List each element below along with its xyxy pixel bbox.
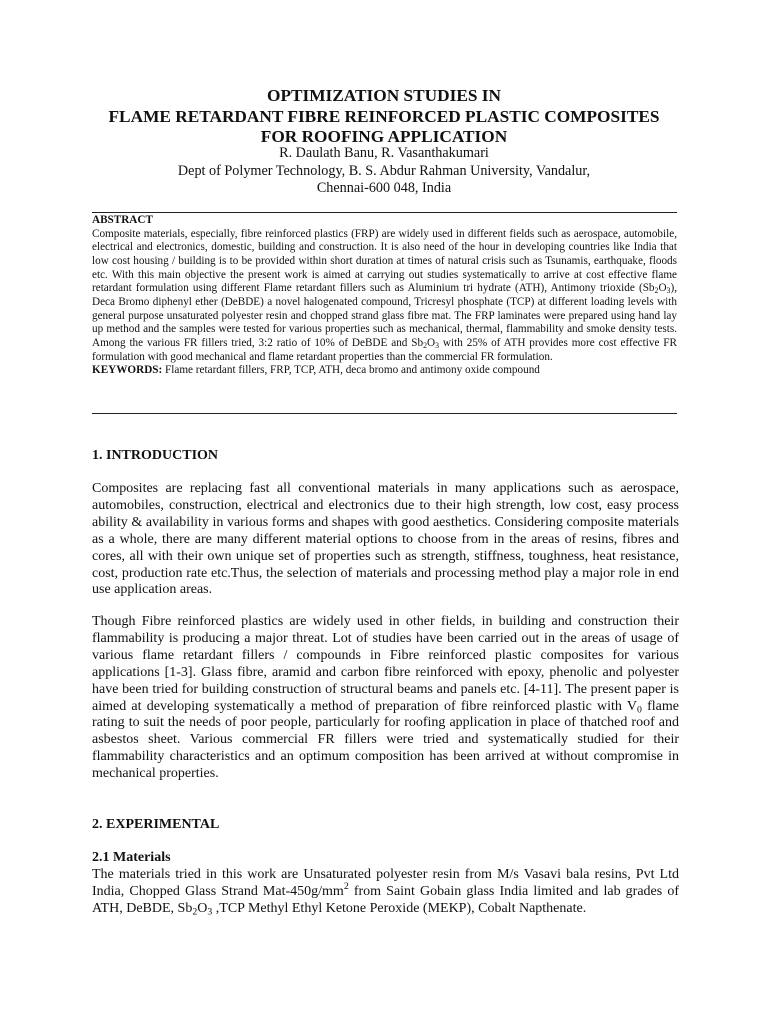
abstract-o-letter-2: O [427, 336, 436, 349]
affiliation-line-2: Chennai-600 048, India [316, 180, 452, 196]
materials-text-c: ,TCP Methyl Ethyl Ketone Peroxide (MEKP), Cobalt Napthenate. [212, 900, 587, 916]
abstract-sb-subscript: 2 [654, 286, 659, 296]
abstract-block [92, 214, 677, 378]
materials-text-a: The materials tried in this work are Unsaturated polyester resin from M/s Vasavi bala resins, Pvt Ltd India, Chopped Glass Strand Mat-450g/mm [92, 866, 679, 899]
intro-heading: 1. INTRODUCTION [92, 448, 219, 463]
v-subscript: 0 [637, 703, 642, 715]
keywords-label: KEYWORDS: [92, 364, 163, 377]
keywords-line [92, 364, 677, 378]
abstract-text-part3: with 25% of ATH provides more cost effective FR formulation with good mechanical and flame retardant properties than the commercial FR formulation. [92, 336, 677, 363]
experimental-heading: 2. EXPERIMENTAL [92, 817, 220, 832]
intro-paragraph-1: Composites are replacing fast all conventional materials in many applications such as aerospace, automobiles, construction, electrical and electronics due to their high strength, low cost, easy process ability & availability in various forms and shapes with good aesthetics. Considering composite materials as a whole, there are many different material options to choose from in the areas of resins, fibres and cores, all with their own unique set of properties such as strength, stiffness, toughness, heat resistance, cost, production rate etc.Thus, the selection of materials and processing method play a major role in end use application areas. [92, 481, 679, 598]
abstract-bottom-rule [92, 413, 677, 414]
mm-superscript: 2 [343, 880, 349, 892]
abstract-text-part2: ), Deca Bromo diphenyl ether (DeBDE) a novel halogenated compound, Tricresyl phosphate (TCP) at different loading levels with general purpose unsaturated polyester resin and chopped strand glass fibre mat. The FRP laminates were prepared using hand lay up method and the samples were tested for various properties such as mechanical, thermal, flammability and smoke density tests. Among the various FR fillers tried, 3:2 ratio of 10% of DeBDE and Sb [92, 282, 677, 349]
author-names: R. Daulath Banu, R. Vasanthakumari [279, 145, 489, 161]
abstract-o-letter: O [658, 282, 667, 295]
abstract-sb-subscript-2: 2 [423, 340, 428, 350]
keywords-text: Flame retardant fillers, FRP, TCP, ATH, deca bromo and antimony oxide compound [162, 364, 540, 377]
materials-text-b: from Saint Gobain glass India limited and lab grades of ATH, DeBDE, Sb [92, 883, 679, 916]
intro-p2-text-a: Though Fibre reinforced plastics are widely used in other fields, in building and construction their flammability is producing a major threat. Lot of studies have been carried out in the areas of usage of various flame retardant fillers / compounds in Fibre reinforced plastic composites for various applications [1-3]. Glass fibre, aramid and carbon fibre reinforced with epoxy, phenolic and polyester have been tried for building construction of structural beams and panels etc. [4-11]. The present paper is aimed at developing systematically a method of preparation of fibre reinforced plastic with V [92, 614, 679, 714]
abstract-o-subscript: 3 [666, 286, 671, 296]
affiliation-line-1: Dept of Polymer Technology, B. S. Abdur Rahman University, Vandalur, [177, 162, 591, 179]
materials-o-letter: O [197, 900, 208, 916]
abstract-o-subscript-2: 3 [435, 340, 440, 350]
title-line-1: OPTIMIZATION STUDIES IN [267, 86, 501, 105]
abstract-text-part1: Composite materials, especially, fibre reinforced plastics (FRP) are widely used in different fields such as aerospace, automobile, electrical and electronics, domestic, building and construction. It is also need of the hour in developing countries like India that low cost housing / building is to be provided within short duration at times of natural crisis such as Tsunamis, earthquake, floods etc. With this main objective the present work is aimed at carrying out studies systematically to arrive at cost effective flame retardant formulation using different Flame retardant fillers such as Aluminium tri hydrate (ATH), Antimony trioxide (Sb [92, 227, 677, 295]
materials-heading: 2.1 Materials [92, 850, 171, 865]
title-line-3: FOR ROOFING APPLICATION [260, 127, 508, 146]
materials-paragraph [92, 850, 679, 918]
abstract-top-rule [92, 212, 677, 213]
intro-paragraph-2 [92, 614, 679, 783]
abstract-heading: ABSTRACT [92, 214, 153, 226]
materials-o-subscript: 3 [207, 906, 213, 918]
paper-title [60, 86, 708, 148]
title-line-2: FLAME RETARDANT FIBRE REINFORCED PLASTIC COMPOSITES [108, 106, 660, 126]
materials-sb-subscript: 2 [192, 906, 198, 918]
author-block [60, 145, 708, 198]
intro-p2-text-b: flame rating to suit the needs of poor people, particularly for roofing application in place of thatched roof and asbestos sheet. Various commercial FR fillers were tried and systematically studied for their flammability characteristics and an optimum composition has been arrived at without compromise in mechanical properties. [92, 698, 679, 782]
